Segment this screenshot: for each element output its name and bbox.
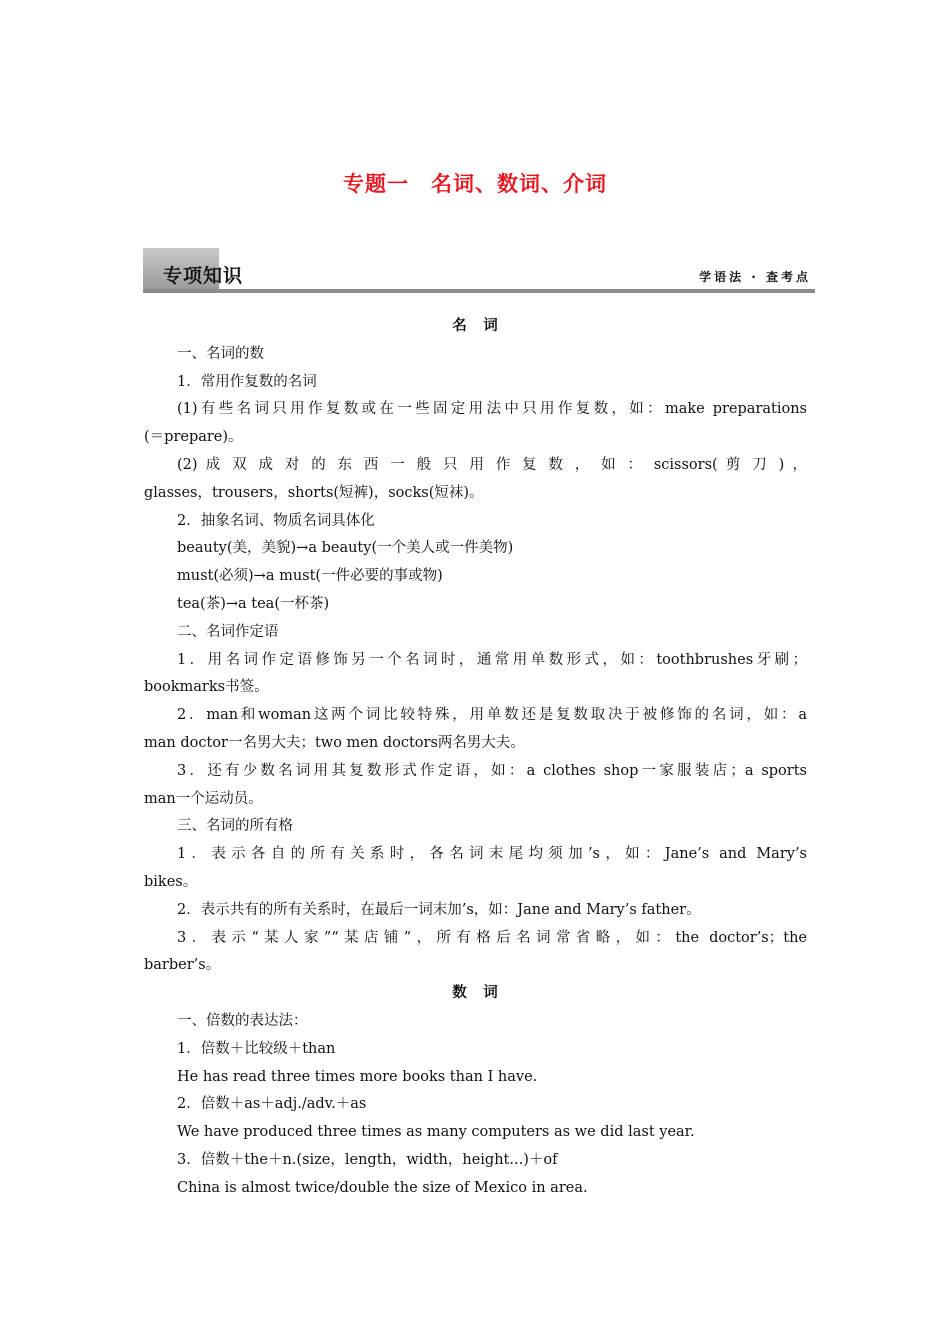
text-line: China is almost twice/double the size of Mexico in area.	[177, 1179, 588, 1196]
text-line: 二、名词作定语	[177, 623, 279, 640]
text-line: 1．表示各自的所有关系时，各名词末尾均须加’s，如：Jane’s and Mary’s	[177, 846, 807, 863]
text-line: 一、名词的数	[177, 345, 264, 362]
banner-label: 专项知识	[163, 265, 244, 287]
text-line: must(必须)→a must(一件必要的事或物)	[177, 568, 443, 585]
text-line: 1．用名词作定语修饰另一个名词时，通常用单数形式，如：toothbrushes牙刷；	[177, 651, 807, 668]
text-line: 2．抽象名词、物质名词具体化	[177, 512, 375, 529]
section-heading: 数 词	[452, 985, 499, 1002]
text-line: (＝prepare)。	[144, 429, 243, 446]
text-line: 3．倍数＋the＋n.(size，length，width，height...)＋of	[177, 1151, 558, 1168]
document-body	[144, 313, 807, 1203]
section-heading: 名 词	[452, 318, 499, 334]
text-line: man一个运动员。	[144, 790, 263, 807]
banner-right-label: 学语法 · 查考点	[699, 270, 811, 284]
text-line: beauty(美，美貌)→a beauty(一个美人或一件美物)	[177, 540, 514, 557]
text-line: tea(茶)→a tea(一杯茶)	[177, 595, 330, 612]
text-line: 1．倍数＋比较级＋than	[177, 1040, 336, 1057]
text-line: glasses，trousers，shorts(短裤)，socks(短袜)。	[144, 484, 484, 501]
text-line: 三、名词的所有格	[177, 818, 293, 835]
text-line: barber’s。	[144, 957, 221, 974]
text-line: (2) 成 双 成 对 的 东 西 一 般 只 用 作 复 数 ， 如 ： scissors( 剪 刀 ) ，	[177, 456, 807, 473]
text-line: 3．表示“某人家”“某店铺”，所有格后名词常省略，如：the doctor’s；the	[177, 929, 807, 946]
text-line: 2．表示共有的所有关系时，在最后一词末加’s，如：Jane and Mary’s father。	[177, 901, 701, 918]
text-line: bikes。	[144, 873, 198, 890]
text-line: He has read three times more books than I have.	[177, 1068, 538, 1085]
text-line: 3．还有少数名词用其复数形式作定语，如：a clothes shop一家服装店；a sports	[177, 762, 807, 779]
text-line: We have produced three times as many computers as we did last year.	[177, 1124, 695, 1141]
text-line: (1)有些名词只用作复数或在一些固定用法中只用作复数，如：make preparations	[177, 401, 807, 418]
text-line: 一、倍数的表达法：	[177, 1012, 308, 1029]
text-line: man doctor一名男大夫；two men doctors两名男大夫。	[144, 734, 525, 751]
section-banner	[143, 248, 815, 294]
text-line: 2．倍数＋as＋adj./adv.＋as	[177, 1096, 367, 1113]
text-line: 2．man和woman这两个词比较特殊，用单数还是复数取决于被修饰的名词，如：a	[177, 707, 807, 724]
banner-rule	[143, 289, 815, 293]
text-line: bookmarks书签。	[144, 679, 269, 696]
text-line: 1．常用作复数的名词	[177, 373, 317, 390]
page-title: 专题一 名词、数词、介词	[343, 172, 607, 196]
